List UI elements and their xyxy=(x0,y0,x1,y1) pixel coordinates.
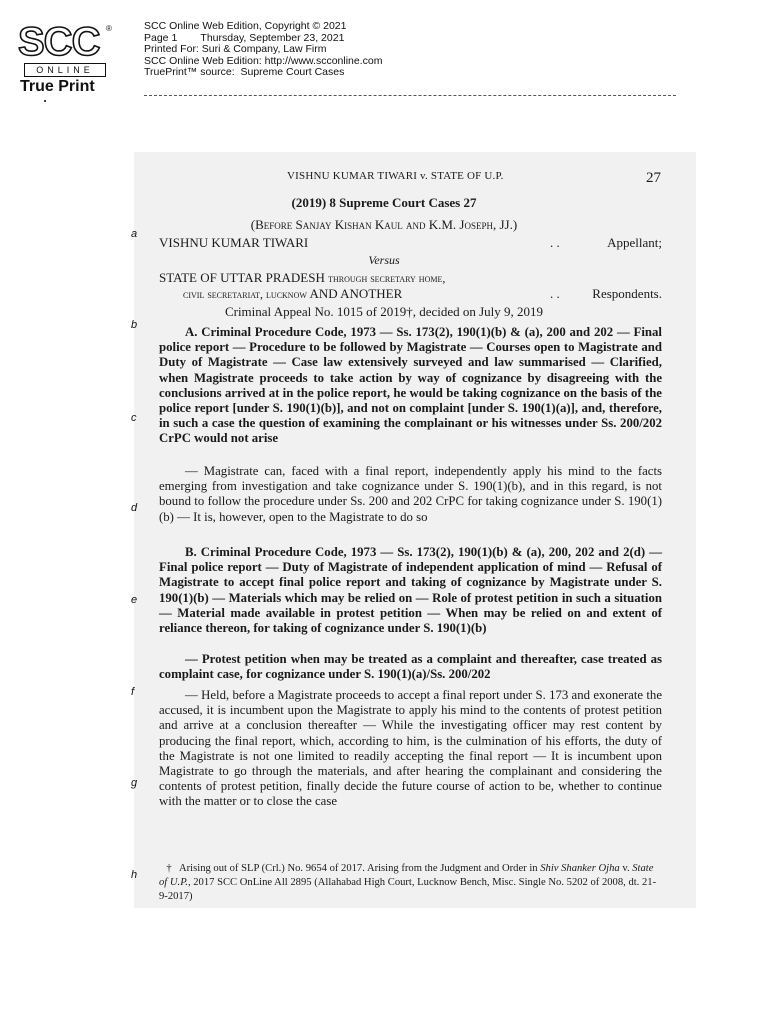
respondent-name: STATE OF UTTAR PRADESH xyxy=(159,270,325,285)
header-web-edition: SCC Online Web Edition: http://www.scconline.com xyxy=(144,54,383,67)
running-head: VISHNU KUMAR TIWARI v. STATE OF U.P. xyxy=(287,170,504,182)
logo-trueprint-text: True Print xyxy=(20,78,95,95)
margin-letter-d: d xyxy=(131,502,138,514)
margin-letter-g: g xyxy=(131,777,138,789)
header-page-date: Page 1 Thursday, September 23, 2021 xyxy=(144,31,345,44)
respondent-line-2 xyxy=(183,286,402,302)
headnote-b xyxy=(159,545,662,636)
headnote-a-text: A. Criminal Procedure Code, 1973 — Ss. 173(2), 190(1)(b) & (a), 200 and 202 — Final police report — Procedure to be followed by Magistrate — Courses open to Magistrate and Duty of Magistrate — Case law extensively surveyed and law summarised — Clarified, when Magistrate proceeds to take action by way of cognizance by disagreeing with the conclusions arrived at in the police report, he would be taking cognizance on the basis of the police report [under S. 190(1)(b)], and not on complaint [under S. 190(1)(a)], and, therefore, in such a case the question of examining the complainant or his witnesses under Ss. 200/202 CrPC would not arise xyxy=(159,325,662,446)
margin-letter-a: a xyxy=(131,228,138,240)
header-copyright: SCC Online Web Edition, Copyright © 2021 xyxy=(144,20,347,32)
footnote-text-1: Arising out of SLP (Crl.) No. 9654 of 2017. Arising from the Judgment and Order in xyxy=(179,863,541,874)
headnote-b-protest-text: — Protest petition when may be treated as a complaint and thereafter, case treated as complaint case, for cognizance under S. 190(1)(a)/Ss. 200/202 xyxy=(159,652,662,682)
appellant-name: VISHNU KUMAR TIWARI xyxy=(159,235,309,250)
footnote-v: v. xyxy=(619,863,633,874)
headnote-b-held-text: — Held, before a Magistrate proceeds to accept a final report under S. 173 and exonerate the accused, it is incumbent upon the Magistrate to apply his mind to the contents of protest petition and arrive at a conclusion thereafter — While the investigating officer may rest content by producing the final report, which, according to him, is the culmination of his efforts, the duty of the Magistrate is not one limited to readily accepting the final report — It is incumbent upon Magistrate to go through the materials, and after hearing the complainant and considering the contents of protest petition, finally decide the future course of action to be, whether to continue with the matter or to close the case xyxy=(159,688,662,809)
margin-letter-b: b xyxy=(131,319,138,331)
print-header xyxy=(144,21,383,79)
footnote xyxy=(159,862,662,904)
footnote-case-2: State of U.P. xyxy=(159,863,654,888)
headnote-a xyxy=(159,325,662,447)
footnote-text-2: , 2017 SCC OnLine All 2895 (Allahabad High Court, Lucknow Bench, Misc. Single No. 5202 of 2008, dt. 21-9-2017) xyxy=(159,877,657,902)
respondent-role: Respondents. xyxy=(592,286,662,301)
appeal-details: Criminal Appeal No. 1015 of 2019†, decided on July 9, 2019 xyxy=(224,304,544,319)
logo-online-text: ONLINE xyxy=(24,63,106,77)
footnote-dagger: † xyxy=(166,863,172,874)
page-number: 27 xyxy=(646,170,661,186)
scc-online-logo xyxy=(18,20,118,95)
margin-letter-e: e xyxy=(131,594,138,606)
headnote-b-protest xyxy=(159,652,662,682)
bench-text: (Before Sanjay Kishan Kaul and K.M. Joseph, JJ.) xyxy=(250,217,518,232)
respondent-address: civil secretariat, lucknow xyxy=(183,287,307,301)
header-divider xyxy=(144,95,676,96)
margin-letter-c: c xyxy=(131,412,137,424)
headnote-a-detail xyxy=(159,464,662,525)
logo-scc-text: SCC xyxy=(18,20,100,64)
headnote-b-held xyxy=(159,688,662,810)
header-source: TruePrint™ source: Supreme Court Cases xyxy=(144,66,345,79)
respondent-dots: . . xyxy=(550,286,560,301)
case-citation: (2019) 8 Supreme Court Cases 27 xyxy=(291,195,477,210)
header-printed-for: Printed For: Suri & Company, Law Firm xyxy=(144,43,327,56)
headnote-a-detail-text: — Magistrate can, faced with a final report, independently apply his mind to the facts emerging from investigation and take cognizance under S. 190(1)(b), and in this regard, is not bound to follow the procedure under Ss. 200 and 202 CrPC for taking cognizance under S. 190(1)(b) — It is, however, open to the Magistrate to do so xyxy=(159,464,662,524)
stray-dot xyxy=(44,100,46,102)
margin-letter-h: h xyxy=(131,869,138,881)
respondent-another: AND ANOTHER xyxy=(309,286,403,301)
logo-registered-mark: ® xyxy=(106,24,112,33)
margin-letter-f: f xyxy=(131,686,135,698)
appellant-role: Appellant; xyxy=(607,235,662,250)
footnote-case-1: Shiv Shanker Ojha xyxy=(540,863,620,874)
versus-label: Versus xyxy=(368,253,400,267)
bench xyxy=(0,217,768,233)
respondent-through: through secretary home, xyxy=(328,271,446,285)
appellant-dots: . . xyxy=(550,235,560,250)
headnote-b-text: B. Criminal Procedure Code, 1973 — Ss. 173(2), 190(1)(b) & (a), 200, 202 and 2(d) — Final police report — Duty of Magistrate of independent application of mind — Refusal of Magistrate to accept final police report and taking of cognizance by Magistrate under S. 190(1)(b) — Materials which may be relied on — Role of protest petition in such a situation — Material made available in protest petition — When may be relied on and extent of reliance thereon, for taking of cognizance under S. 190(1)(b) xyxy=(159,545,662,636)
respondent-line-1 xyxy=(159,270,445,286)
